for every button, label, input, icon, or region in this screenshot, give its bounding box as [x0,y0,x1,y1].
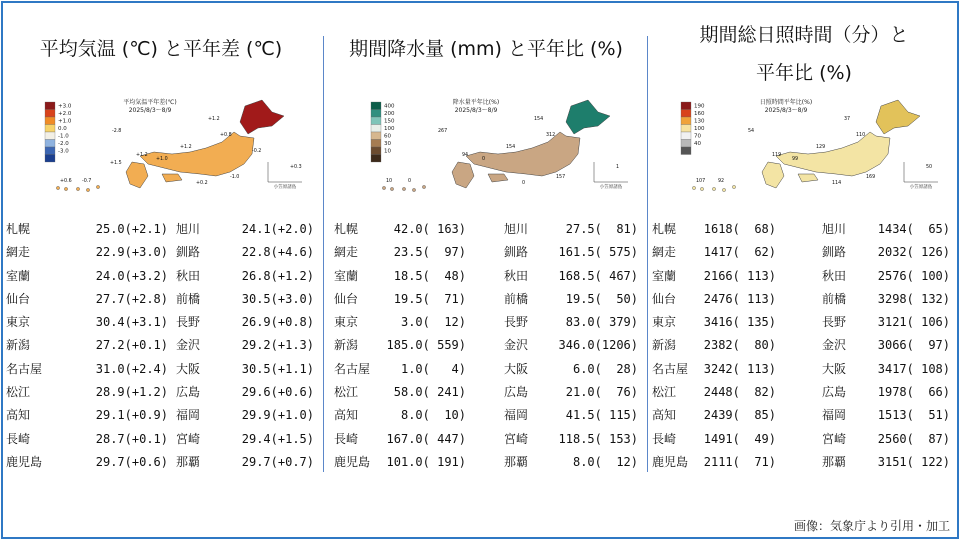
legend-swatch [45,102,55,110]
legend-label: +3.0 [58,103,72,110]
map-annotation: 54 [748,129,755,134]
map-annotation: 154 [506,145,516,150]
station-value: 3242( 113) [703,361,776,376]
station-name: 東京 [6,315,31,330]
table-row [0,358,322,381]
legend-label: 40 [694,141,701,147]
panel-title: 期間降水量 (mm) と平年比 (%) [349,38,623,60]
legend-label: 400 [384,103,395,110]
table-row [326,358,646,381]
legend-label: 10 [384,148,391,155]
map-annotation: +0.2 [196,181,208,186]
station-value: 167.0( 447) [386,431,466,446]
station-value: 30.4(+3.1) [95,315,168,330]
station-value: 26.9(+0.8) [241,315,314,330]
table-row [650,288,958,311]
legend-swatch [371,140,381,148]
map-annotation: 50 [926,165,933,170]
table-row [0,334,322,357]
map-annotation: 157 [556,175,566,180]
station-name: 宮崎 [822,431,847,446]
inset-frame [904,162,938,182]
table-row [326,311,646,334]
station-name: 鹿児島 [652,454,689,469]
table-row [326,404,646,427]
station-name: 釧路 [176,245,201,260]
station-value: 30.5(+1.1) [241,361,314,376]
station-value: 8.0( 10) [400,408,466,423]
map-annotation: 99 [792,157,799,162]
station-value: 1434( 65) [877,222,950,236]
legend-label: -1.0 [58,133,69,140]
table-row [650,311,958,334]
station-name: 宮崎 [176,431,201,446]
table-row [0,265,322,288]
station-value: 42.0( 163) [393,222,466,236]
legend-label: 0.0 [58,126,67,132]
station-name: 長野 [822,315,847,330]
station-name: 大阪 [176,361,201,376]
station-value: 1.0( 4) [400,361,466,376]
station-value: 3121( 106) [877,315,950,330]
station-name: 前橋 [504,291,529,306]
table-row [326,334,646,357]
map-annotation: +0.8 [220,133,232,138]
station-name: 旭川 [504,222,529,236]
station-value: 2476( 113) [703,291,776,306]
legend-label: 130 [694,118,705,125]
station-value: 24.1(+2.0) [241,222,314,236]
legend-swatch [371,155,381,163]
legend-swatch [45,125,55,133]
hokkaido-shape [876,100,920,134]
legend-label: +2.0 [58,111,72,117]
station-value: 26.8(+1.2) [241,268,314,283]
station-value: 22.9(+3.0) [95,245,168,260]
sunshine-map [676,92,946,194]
legend-swatch [681,125,691,133]
map-annotation: 10 [386,179,393,184]
precipitation-table [326,218,646,474]
table-row [650,334,958,357]
legend-swatch [371,110,381,118]
table-row [650,404,958,427]
station-name: 札幌 [6,222,31,236]
station-name: 高知 [652,408,677,423]
legend-label: +1.0 [58,118,72,125]
map-period: 2025/8/3～8/9 [454,107,498,114]
station-value: 8.0( 12) [572,454,638,469]
island-shape [732,185,735,188]
station-name: 名古屋 [652,361,689,376]
station-name: 長野 [176,315,201,330]
station-value: 31.0(+2.4) [95,361,168,376]
table-row [0,404,322,427]
map-title: 日照時間平年比(%) [759,99,813,106]
station-value: 27.7(+2.8) [95,291,168,306]
station-name: 仙台 [652,291,677,306]
station-value: 1417( 62) [703,245,776,260]
table-row [650,451,958,474]
inset-label: 小笠原諸島 [599,185,623,190]
honshu-shape [466,132,580,176]
map-annotation: +1.0 [156,157,168,162]
station-name: 室蘭 [334,268,359,283]
inset-frame [594,162,628,182]
station-name: 旭川 [176,222,201,236]
map-annotation: -1.0 [230,175,240,180]
map-annotation: 107 [696,179,706,184]
station-value: 41.5( 115) [565,408,638,423]
legend-swatch [681,102,691,110]
inset-label: 小笠原諸島 [909,185,933,190]
honshu-shape [776,132,890,176]
map-annotation: +0.3 [290,165,302,170]
kyushu-shape [762,162,784,188]
island-shape [96,185,99,188]
station-value: 346.0(1206) [558,338,638,353]
station-name: 名古屋 [334,361,371,376]
map-annotation: 92 [718,179,725,184]
legend-label: 100 [384,126,395,132]
island-shape [56,186,59,189]
station-name: 大阪 [822,361,847,376]
panel-temperature [0,0,322,520]
station-value: 29.7(+0.7) [241,454,314,469]
legend-label: -3.0 [58,148,69,155]
station-name: 長崎 [652,431,677,446]
island-shape [712,187,715,190]
map-annotation: 0 [522,181,526,186]
station-name: 金沢 [504,338,529,353]
legend-swatch [371,102,381,110]
station-value: 23.5( 97) [393,245,466,260]
image-credit: 画像：気象庁より引用・加工 [793,519,950,533]
temperature-map [40,92,310,194]
table-row [0,218,322,241]
map-annotation: +1.2 [208,117,220,122]
station-value: 28.9(+1.2) [95,385,168,400]
legend-swatch [371,132,381,140]
station-name: 秋田 [504,268,529,283]
legend-swatch [681,117,691,125]
station-name: 鹿児島 [334,454,371,469]
shikoku-shape [798,174,818,182]
station-name: 広島 [504,385,529,400]
station-name: 前橋 [822,291,847,306]
legend-label: 190 [694,103,705,110]
map-annotation: 267 [438,129,448,134]
station-name: 新潟 [652,338,677,353]
table-row [326,381,646,404]
station-value: 3416( 135) [703,315,776,330]
station-value: 18.5( 48) [393,268,466,283]
station-value: 27.5( 81) [565,222,638,236]
station-value: 168.5( 467) [558,268,638,283]
table-row [326,241,646,264]
legend-swatch [45,117,55,125]
legend-label: 200 [384,111,395,117]
station-value: 25.0(+2.1) [95,222,168,236]
map-title: 降水量平年比(%) [452,99,500,106]
table-row [326,428,646,451]
station-value: 1978( 66) [877,385,950,400]
legend-swatch [45,140,55,148]
island-shape [692,186,695,189]
precipitation-map [366,92,636,194]
legend-swatch [681,132,691,140]
map-annotation: 1 [616,165,620,170]
island-shape [382,186,385,189]
shikoku-shape [162,174,182,182]
station-value: 21.0( 76) [565,385,638,400]
station-name: 仙台 [334,291,359,306]
station-value: 2166( 113) [703,268,776,283]
map-annotation: 169 [866,175,876,180]
station-value: 19.5( 71) [393,291,466,306]
station-name: 新潟 [334,338,359,353]
station-name: 網走 [652,245,677,260]
map-annotation: 129 [816,145,826,150]
island-shape [402,187,405,190]
station-name: 秋田 [176,268,201,283]
station-value: 58.0( 241) [393,385,466,400]
station-name: 広島 [176,385,201,400]
station-value: 30.5(+3.0) [241,291,314,306]
hokkaido-shape [240,100,284,134]
legend-swatch [45,147,55,155]
station-name: 松江 [334,385,359,400]
station-name: 新潟 [6,338,31,353]
station-value: 6.0( 28) [572,361,638,376]
map-annotation: 154 [534,117,544,122]
map-period: 2025/8/3～8/9 [764,107,808,114]
station-name: 旭川 [822,222,847,236]
legend-swatch [371,117,381,125]
station-value: 83.0( 379) [565,315,638,330]
table-row [0,241,322,264]
island-shape [422,185,425,188]
station-name: 釧路 [504,245,529,260]
station-name: 金沢 [176,338,201,353]
station-name: 名古屋 [6,361,43,376]
map-annotation: -2.8 [112,129,122,134]
table-row [326,265,646,288]
legend-swatch [371,125,381,133]
station-value: 3151( 122) [877,454,950,469]
station-value: 3298( 132) [877,291,950,306]
map-annotation: 312 [546,133,556,138]
legend-swatch [45,132,55,140]
station-value: 2111( 71) [703,454,776,469]
station-value: 101.0( 191) [386,454,466,469]
table-row [0,311,322,334]
island-shape [64,187,67,190]
sunshine-table [650,218,958,474]
legend-label: 150 [384,118,395,125]
station-value: 2032( 126) [877,245,950,260]
station-value: 29.4(+1.5) [241,431,314,446]
station-value: 3.0( 12) [400,315,466,330]
station-name: 網走 [6,245,31,260]
station-value: 161.5( 575) [558,245,638,260]
station-value: 2576( 100) [877,268,950,283]
legend-swatch [681,110,691,118]
table-row [650,265,958,288]
legend-label: 160 [694,111,705,117]
temperature-table [0,218,322,474]
station-name: 長野 [504,315,529,330]
table-row [650,381,958,404]
station-name: 室蘭 [6,268,31,283]
map-annotation: 0 [482,157,486,162]
table-row [0,451,322,474]
station-name: 高知 [334,408,359,423]
station-name: 秋田 [822,268,847,283]
station-name: 札幌 [334,222,359,236]
station-name: 松江 [6,385,31,400]
legend-label: -2.0 [58,141,69,147]
table-row [0,381,322,404]
station-value: 29.6(+0.6) [241,385,314,400]
map-annotation: +1.5 [110,161,122,166]
station-value: 22.8(+4.6) [241,245,314,260]
shikoku-shape [488,174,508,182]
panel-title-line1: 期間総日照時間（分）と [699,24,909,46]
legend-swatch [371,147,381,155]
station-value: 118.5( 153) [558,431,638,446]
station-name: 福岡 [504,408,529,423]
station-name: 鹿児島 [6,454,43,469]
table-row [650,428,958,451]
map-annotation: -0.7 [82,179,92,184]
map-annotation: 119 [772,153,782,158]
station-value: 29.1(+0.9) [95,408,168,423]
kyushu-shape [452,162,474,188]
station-value: 2439( 85) [703,408,776,423]
map-annotation: -0.2 [252,149,262,154]
table-row [650,218,958,241]
table-row [650,358,958,381]
station-value: 1618( 68) [703,222,776,236]
panel-title: 平均気温 (℃) と平年差 (℃) [39,38,283,60]
station-value: 1513( 51) [877,408,950,423]
legend-label: 30 [384,141,391,147]
station-name: 松江 [652,385,677,400]
map-title: 平均気温平年差(℃) [123,99,177,106]
station-name: 那覇 [176,454,201,469]
map-annotation: 37 [844,117,851,122]
map-annotation: +1.2 [180,145,192,150]
station-value: 29.7(+0.6) [95,454,168,469]
station-value: 27.2(+0.1) [95,338,168,353]
station-name: 広島 [822,385,847,400]
station-value: 3066( 97) [877,338,950,353]
map-annotation: 110 [856,133,866,138]
panel-sunshine [650,0,958,520]
panel-title-line2: 平年比 (%) [756,62,852,84]
station-value: 185.0( 559) [386,338,466,353]
table-row [326,451,646,474]
station-name: 札幌 [652,222,677,236]
legend-swatch [45,155,55,163]
station-name: 福岡 [822,408,847,423]
station-name: 大阪 [504,361,529,376]
legend-label: 60 [384,133,391,140]
legend-swatch [681,147,691,155]
island-shape [86,188,89,191]
table-row [0,428,322,451]
station-name: 前橋 [176,291,201,306]
station-name: 釧路 [822,245,847,260]
station-name: 室蘭 [652,268,677,283]
station-name: 網走 [334,245,359,260]
station-value: 29.2(+1.3) [241,338,314,353]
island-shape [412,188,415,191]
map-period: 2025/8/3～8/9 [128,107,172,114]
station-name: 長崎 [6,431,31,446]
island-shape [700,187,703,190]
station-value: 3417( 108) [877,361,950,376]
kyushu-shape [126,162,148,188]
station-name: 高知 [6,408,31,423]
station-value: 1491( 49) [703,431,776,446]
hokkaido-shape [566,100,610,134]
station-name: 仙台 [6,291,31,306]
map-annotation: +1.2 [136,153,148,158]
map-annotation: 94 [462,153,469,158]
station-value: 2382( 80) [703,338,776,353]
station-name: 東京 [334,315,359,330]
legend-swatch [681,140,691,148]
station-name: 福岡 [176,408,201,423]
legend-label: 70 [694,133,701,140]
station-value: 2448( 82) [703,385,776,400]
legend-label: 100 [694,126,705,132]
map-annotation: 114 [832,181,842,186]
table-row [326,218,646,241]
map-annotation: +0.6 [60,179,72,184]
island-shape [76,187,79,190]
station-value: 24.0(+3.2) [95,268,168,283]
table-row [650,241,958,264]
panel-precipitation [326,0,646,520]
station-name: 那覇 [504,454,529,469]
divider-2 [647,36,648,472]
station-value: 28.7(+0.1) [95,431,168,446]
island-shape [722,188,725,191]
table-row [0,288,322,311]
table-row [326,288,646,311]
divider-1 [323,36,324,472]
honshu-shape [140,132,254,176]
station-name: 宮崎 [504,431,529,446]
station-name: 金沢 [822,338,847,353]
island-shape [390,187,393,190]
station-value: 19.5( 50) [565,291,638,306]
map-annotation: 0 [408,179,412,184]
station-value: 29.9(+1.0) [241,408,314,423]
station-name: 東京 [652,315,677,330]
station-name: 長崎 [334,431,359,446]
station-name: 那覇 [822,454,847,469]
station-value: 2560( 87) [877,431,950,446]
legend-swatch [45,110,55,118]
inset-label: 小笠原諸島 [273,185,297,190]
